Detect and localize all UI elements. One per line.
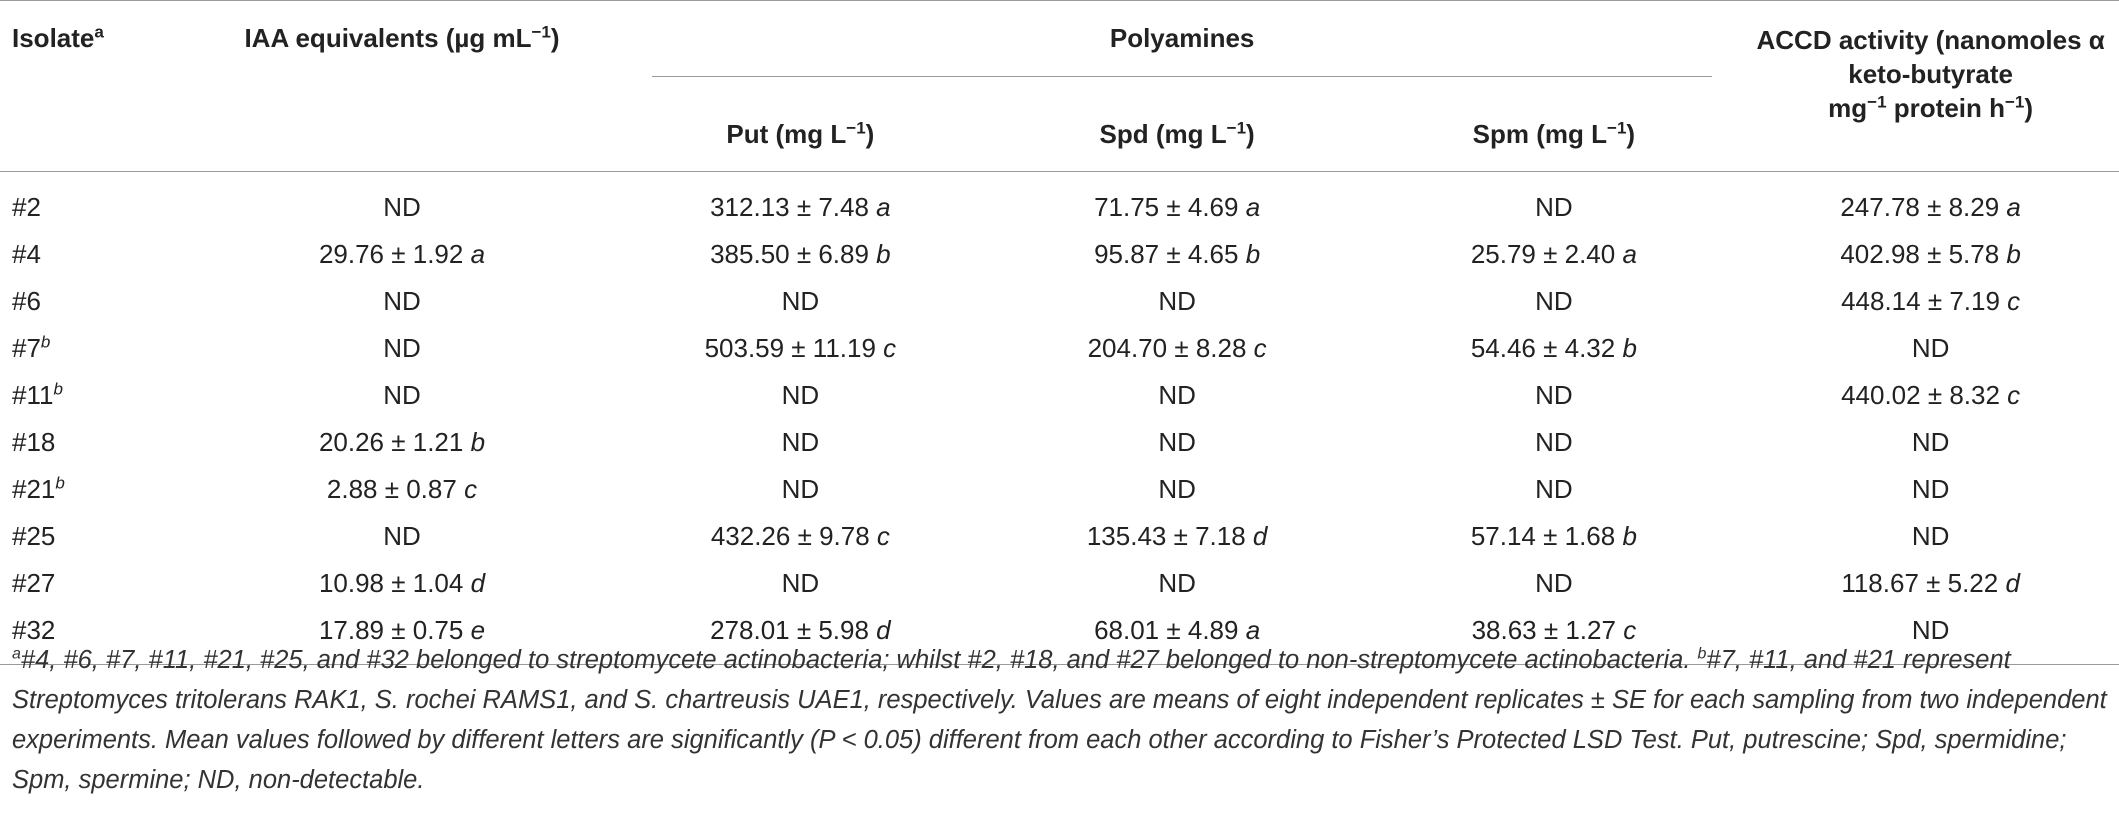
cell-accd-value: 247.78 ± 8.29 — [1840, 192, 2000, 222]
cell-isolate-label: #18 — [12, 427, 56, 457]
table-row — [0, 325, 2119, 372]
cell-accd-value: 448.14 ± 7.19 — [1841, 286, 2000, 316]
cell-put-value: 503.59 ± 11.19 — [704, 333, 876, 363]
header-accd-tail: ) — [2024, 93, 2034, 123]
cell-iaa-letter: b — [470, 427, 486, 457]
cell-isolate — [0, 419, 192, 466]
cell-accd — [1742, 172, 2119, 231]
cell-iaa-letter: e — [470, 615, 486, 645]
cell-accd — [1742, 372, 2119, 419]
cell-spd-letter: d — [1252, 521, 1268, 551]
cell-iaa-value: 17.89 ± 0.75 — [318, 615, 464, 645]
cell-spd-letter: c — [1253, 333, 1267, 363]
cell-iaa — [192, 278, 612, 325]
cell-iaa — [192, 419, 612, 466]
header-accd-line2 — [1742, 91, 2119, 125]
cell-isolate-sup: b — [53, 379, 63, 399]
cell-spd-value: ND — [1158, 427, 1196, 457]
cell-put-letter: a — [876, 192, 891, 222]
cell-accd-value: ND — [1911, 427, 1950, 457]
cell-spd-letter: a — [1245, 192, 1261, 222]
cell-spm-letter: b — [1622, 333, 1637, 363]
cell-isolate — [0, 231, 192, 278]
cell-isolate — [0, 172, 192, 231]
table-footnote — [12, 640, 2107, 800]
header-isolate-label: Isolate — [12, 23, 95, 53]
header-polyamines — [612, 1, 1742, 98]
header-accd-line1: ACCD activity (nanomoles α keto-butyrate — [1756, 25, 2105, 89]
cell-spd — [989, 419, 1366, 466]
cell-spd — [989, 513, 1366, 560]
header-row-1 — [0, 1, 2119, 98]
cell-accd — [1742, 325, 2119, 372]
header-spm — [1366, 97, 1743, 172]
cell-spm-letter: c — [1623, 615, 1637, 645]
header-put — [612, 97, 989, 172]
cell-iaa-value: ND — [383, 286, 421, 316]
header-iaa — [192, 1, 612, 172]
table-row — [0, 466, 2119, 513]
cell-iaa — [192, 231, 612, 278]
cell-put — [612, 372, 989, 419]
cell-iaa — [192, 466, 612, 513]
cell-put — [612, 419, 989, 466]
header-spd-label: Spd (mg L — [1099, 118, 1227, 149]
cell-isolate-label: #25 — [12, 521, 56, 551]
cell-spm-value: ND — [1535, 192, 1573, 222]
cell-put-value: ND — [781, 474, 820, 504]
cell-put-value: 432.26 ± 9.78 — [710, 521, 870, 551]
cell-spm — [1366, 278, 1743, 325]
cell-spm-value: 54.46 ± 4.32 — [1470, 333, 1616, 363]
cell-iaa-letter: d — [470, 568, 486, 598]
cell-spm-value: 38.63 ± 1.27 — [1471, 615, 1616, 645]
cell-spm-value: ND — [1535, 568, 1573, 598]
cell-spm — [1366, 560, 1743, 607]
cell-spd-value: 135.43 ± 7.18 — [1086, 521, 1246, 551]
cell-put — [612, 278, 989, 325]
cell-put — [612, 231, 989, 278]
footnote-sup-a: a — [12, 645, 21, 663]
header-iaa-label: IAA equivalents (µg mL — [244, 23, 532, 53]
cell-spd-value: 95.87 ± 4.65 — [1094, 239, 1239, 269]
header-accd-protein: protein h — [1886, 93, 2005, 123]
cell-iaa — [192, 560, 612, 607]
cell-isolate — [0, 513, 192, 560]
cell-spd-value: 68.01 ± 4.89 — [1094, 615, 1239, 645]
table-row — [0, 560, 2119, 607]
cell-accd — [1742, 419, 2119, 466]
cell-put-value: ND — [781, 286, 820, 316]
cell-put — [612, 325, 989, 372]
cell-isolate-label: #4 — [12, 239, 41, 269]
cell-spm — [1366, 513, 1743, 560]
cell-isolate — [0, 278, 192, 325]
cell-spm — [1366, 231, 1743, 278]
table-row — [0, 172, 2119, 231]
cell-spd-value: 71.75 ± 4.69 — [1094, 192, 1239, 222]
cell-put-value: 278.01 ± 5.98 — [710, 615, 869, 645]
header-spd — [989, 97, 1366, 172]
cell-put-letter: c — [876, 521, 890, 551]
cell-iaa — [192, 172, 612, 231]
cell-spd-letter: a — [1245, 615, 1261, 645]
cell-spm — [1366, 372, 1743, 419]
footnote-text-a: #4, #6, #7, #11, #21, #25, and #32 belonged to streptomycete actinobacteria; whilst #2, #18, and #27 belonged to non-streptomycete actinobacteria. — [20, 646, 1698, 674]
cell-spm-value: 25.79 ± 2.40 — [1470, 239, 1616, 269]
cell-spm — [1366, 172, 1743, 231]
cell-spd — [989, 278, 1366, 325]
cell-isolate — [0, 466, 192, 513]
cell-put-value: 312.13 ± 7.48 — [710, 192, 869, 222]
cell-spm — [1366, 419, 1743, 466]
cell-spm — [1366, 466, 1743, 513]
cell-isolate-label: #6 — [12, 286, 41, 316]
cell-spm-letter: a — [1622, 239, 1637, 269]
cell-spd-value: ND — [1158, 380, 1196, 410]
cell-put-value: ND — [781, 568, 820, 598]
cell-isolate-label: #7 — [12, 333, 41, 363]
header-spd-tail: ) — [1246, 118, 1255, 149]
header-spm-tail: ) — [1626, 118, 1636, 149]
header-spm-label: Spm (mg L — [1472, 118, 1608, 149]
cell-spd — [989, 560, 1366, 607]
cell-spd-value: ND — [1158, 568, 1196, 598]
header-put-label: Put (mg L — [726, 118, 847, 149]
cell-spd — [989, 325, 1366, 372]
cell-accd — [1742, 560, 2119, 607]
cell-spd-value: ND — [1158, 474, 1196, 504]
cell-accd-value: 118.67 ± 5.22 — [1841, 568, 1999, 598]
cell-put — [612, 513, 989, 560]
cell-iaa — [192, 372, 612, 419]
cell-isolate-label: #11 — [12, 380, 54, 410]
cell-iaa-value: 20.26 ± 1.21 — [318, 427, 464, 457]
cell-isolate — [0, 560, 192, 607]
table-row — [0, 278, 2119, 325]
cell-spd — [989, 172, 1366, 231]
cell-iaa-letter: a — [470, 239, 486, 269]
cell-spd — [989, 372, 1366, 419]
table-row — [0, 513, 2119, 560]
cell-isolate — [0, 372, 192, 419]
cell-put-letter: c — [883, 333, 897, 363]
cell-iaa-value: 29.76 ± 1.92 — [318, 239, 464, 269]
header-accd-mg: mg — [1828, 93, 1868, 123]
header-iaa-tail: ) — [550, 23, 560, 53]
table-row — [0, 419, 2119, 466]
table-body — [0, 172, 2119, 665]
cell-accd-letter: b — [2006, 239, 2021, 269]
cell-spd — [989, 466, 1366, 513]
cell-iaa-value: 10.98 ± 1.04 — [318, 568, 464, 598]
cell-put — [612, 466, 989, 513]
cell-isolate-label: #27 — [12, 568, 56, 598]
cell-accd-letter: a — [2006, 192, 2021, 222]
table-header — [0, 1, 2119, 173]
cell-accd-letter: c — [2007, 380, 2021, 410]
cell-spm-value: 57.14 ± 1.68 — [1470, 521, 1616, 551]
cell-spm — [1366, 325, 1743, 372]
header-polyamines-label: Polyamines — [652, 23, 1712, 77]
footnote-text-b: #7, #11, and #21 represent Streptomyces tritolerans RAK1, S. rochei RAMS1, and S. chartreusis UAE1, respectively. Values are means of eight independent replicates ± SE for each sampling from two independent experiments. Mean values followed by different letters are significantly (P < 0.05) different from each other according to Fisher’s Protected LSD Test. Put, putrescine; Spd, spermidine; Spm, spermine; ND, non-detectable. — [12, 646, 2107, 794]
cell-put-letter: b — [876, 239, 891, 269]
cell-isolate — [0, 325, 192, 372]
header-isolate — [0, 1, 192, 172]
cell-put-value: ND — [781, 427, 820, 457]
cell-iaa — [192, 325, 612, 372]
cell-isolate-label: #2 — [12, 192, 41, 222]
cell-iaa-value: ND — [383, 192, 421, 222]
cell-isolate-sup: b — [55, 473, 65, 493]
cell-iaa-value: ND — [383, 521, 421, 551]
cell-iaa-value: 2.88 ± 0.87 — [326, 474, 457, 504]
cell-spd-letter: b — [1245, 239, 1261, 269]
cell-iaa-letter: c — [464, 474, 478, 504]
cell-put-value: 385.50 ± 6.89 — [710, 239, 869, 269]
cell-accd-value: ND — [1911, 474, 1950, 504]
cell-iaa-value: ND — [383, 380, 421, 410]
cell-iaa-value: ND — [383, 333, 421, 363]
cell-accd-value: ND — [1911, 521, 1950, 551]
header-accd — [1742, 1, 2119, 172]
cell-spm-value: ND — [1535, 474, 1573, 504]
cell-accd-value: ND — [1911, 615, 1950, 645]
cell-accd-value: ND — [1911, 333, 1950, 363]
cell-spd-value: 204.70 ± 8.28 — [1087, 333, 1247, 363]
cell-accd-value: 402.98 ± 5.78 — [1840, 239, 2000, 269]
header-accd-exp2: −1 — [2005, 92, 2025, 112]
cell-put-value: ND — [781, 380, 820, 410]
cell-put — [612, 172, 989, 231]
cell-put-letter: d — [876, 615, 891, 645]
cell-accd — [1742, 231, 2119, 278]
cell-put — [612, 560, 989, 607]
footnote-sup-b: b — [1697, 645, 1707, 663]
cell-accd-value: 440.02 ± 8.32 — [1841, 380, 2000, 410]
cell-isolate-label: #32 — [12, 615, 56, 645]
cell-iaa — [192, 513, 612, 560]
cell-spd-value: ND — [1158, 286, 1196, 316]
cell-spm-value: ND — [1535, 380, 1573, 410]
header-isolate-sup: a — [94, 22, 104, 42]
header-accd-exp1: −1 — [1867, 92, 1887, 112]
cell-accd — [1742, 466, 2119, 513]
cell-isolate-sup: b — [40, 332, 51, 352]
header-put-tail: ) — [865, 118, 875, 149]
cell-accd — [1742, 513, 2119, 560]
cell-accd-letter: d — [2005, 568, 2020, 598]
header-spm-exp: −1 — [1607, 117, 1627, 137]
cell-accd — [1742, 278, 2119, 325]
table-row — [0, 231, 2119, 278]
cell-spm-letter: b — [1622, 521, 1637, 551]
table-row — [0, 372, 2119, 419]
cell-isolate-label: #21 — [12, 474, 56, 504]
header-spd-exp: −1 — [1226, 117, 1247, 137]
cell-accd-letter: c — [2007, 286, 2021, 316]
header-iaa-exp: −1 — [531, 22, 551, 42]
cell-spd — [989, 231, 1366, 278]
cell-spm-value: ND — [1535, 427, 1573, 457]
cell-spm-value: ND — [1535, 286, 1573, 316]
header-put-exp: −1 — [846, 117, 866, 137]
